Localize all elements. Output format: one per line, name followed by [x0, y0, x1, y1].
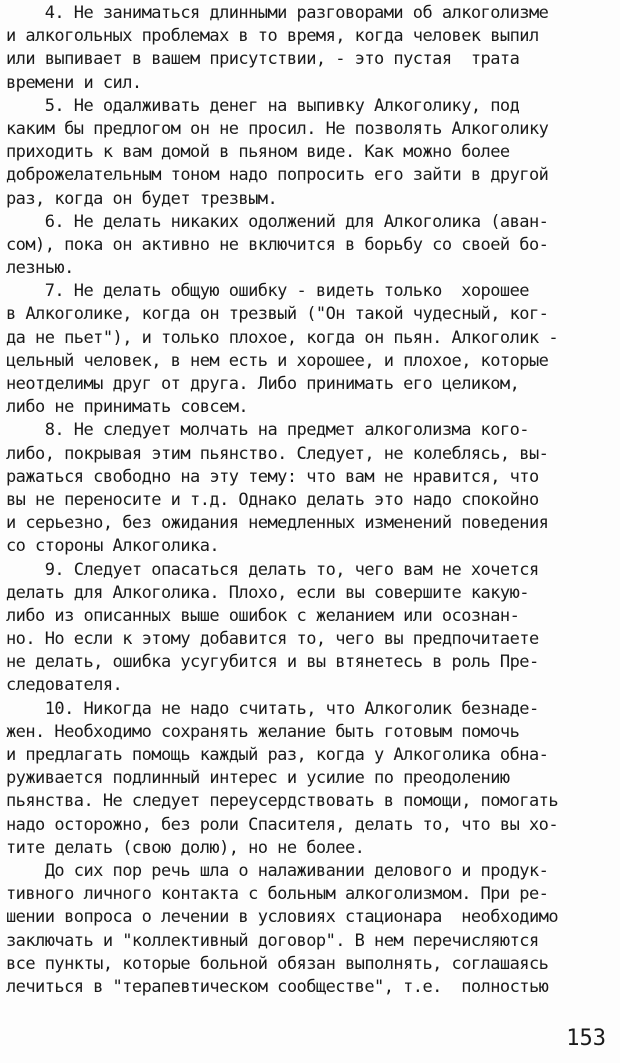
text-line: в Алкоголике, когда он трезвый ("Он такой чудесный, ког-: [6, 304, 549, 325]
text-line: 6. Не делать никаких одолжений для Алкоголика (аван-: [6, 211, 549, 232]
text-line: все пункты, которые больной обязан выполнять, соглашаясь: [6, 953, 549, 974]
text-line: следователя.: [6, 675, 123, 696]
text-line: либо не принимать совсем.: [6, 397, 249, 418]
text-line: вы не переносите и т.д. Однако делать это надо спокойно: [6, 489, 539, 510]
text-line: и серьезно, без ожидания немедленных изменений поведения: [6, 513, 549, 534]
text-line: неотделимы друг от друга. Либо принимать его целиком,: [6, 374, 520, 394]
text-line: доброжелательным тоном надо попросить его зайти в другой: [6, 165, 549, 186]
text-line: лезнью.: [6, 258, 74, 279]
text-line: или выпивает в вашем присутствии, - это пустая трата: [6, 49, 520, 70]
text-line: лечиться в "терапевтическом сообществе", т.е. полностью: [6, 976, 549, 997]
text-line: 10. Никогда не надо считать, что Алкоголик безнаде-: [6, 698, 539, 719]
body-text: [6, 2, 612, 999]
text-line: либо, покрывая этим пьянство. Следует, не колеблясь, вы-: [6, 443, 549, 464]
text-line: надо осторожно, без роли Спасителя, делать то, что вы хо-: [6, 814, 559, 835]
text-line: и предлагать помощь каждый раз, когда у Алкоголика обна-: [6, 745, 549, 765]
text-line: но. Но если к этому добавится то, чего вы предпочитаете: [6, 629, 539, 650]
text-line: руживается подлинный интерес и усилие по преодолению: [6, 768, 510, 789]
text-line: шении вопроса о лечении в условиях стационара необходимо: [6, 907, 559, 928]
text-line: сом), пока он активно не включится в борьбу со своей бо-: [6, 234, 549, 255]
text-line: и алкогольных проблемах в то время, когда человек выпил: [6, 26, 539, 47]
text-line: либо из описанных выше ошибок с желанием или осознан-: [6, 605, 520, 626]
text-line: 5. Не одалживать денег на выпивку Алкоголику, под: [6, 95, 520, 116]
text-line: раз, когда он будет трезвым.: [6, 188, 278, 209]
text-line: 9. Следует опасаться делать то, чего вам не хочется: [6, 559, 539, 580]
text-line: жен. Необходимо сохранять желание быть готовым помочь: [6, 721, 520, 742]
text-line: времени и сил.: [6, 72, 142, 93]
text-line: тите делать (свою долю), но не более.: [6, 837, 365, 858]
text-line: 7. Не делать общую ошибку - видеть только хорошее: [6, 281, 529, 302]
page-number: 153: [566, 1026, 606, 1051]
text-line: делать для Алкоголика. Плохо, если вы совершите какую-: [6, 582, 529, 603]
text-line: приходить к вам домой в пьяном виде. Как можно более: [6, 142, 510, 163]
text-line: каким бы предлогом он не просил. Не позволять Алкоголику: [6, 118, 549, 139]
text-line: До сих пор речь шла о налаживании делового и продук-: [6, 860, 549, 881]
text-line: пьянства. Не следует переусердствовать в помощи, помогать: [6, 791, 559, 812]
text-line: 4. Не заниматься длинными разговорами об алкоголизме: [6, 3, 549, 23]
text-line: не делать, ошибка усугубится и вы втянетесь в роль Пре-: [6, 652, 539, 673]
text-line: заключать и "коллективный договор". В нем перечисляются: [6, 930, 539, 951]
text-line: тивного личного контакта с больным алкоголизмом. При ре-: [6, 884, 549, 905]
text-line: 8. Не следует молчать на предмет алкоголизма кого-: [6, 420, 529, 441]
text-line: цельный человек, в нем есть и хорошее, и плохое, которые: [6, 350, 549, 371]
text-line: ражаться свободно на эту тему: что вам не нравится, что: [6, 466, 539, 487]
text-line: со стороны Алкоголика.: [6, 536, 220, 557]
text-line: да не пьет"), и только плохое, когда он пьян. Алкоголик -: [6, 327, 559, 348]
